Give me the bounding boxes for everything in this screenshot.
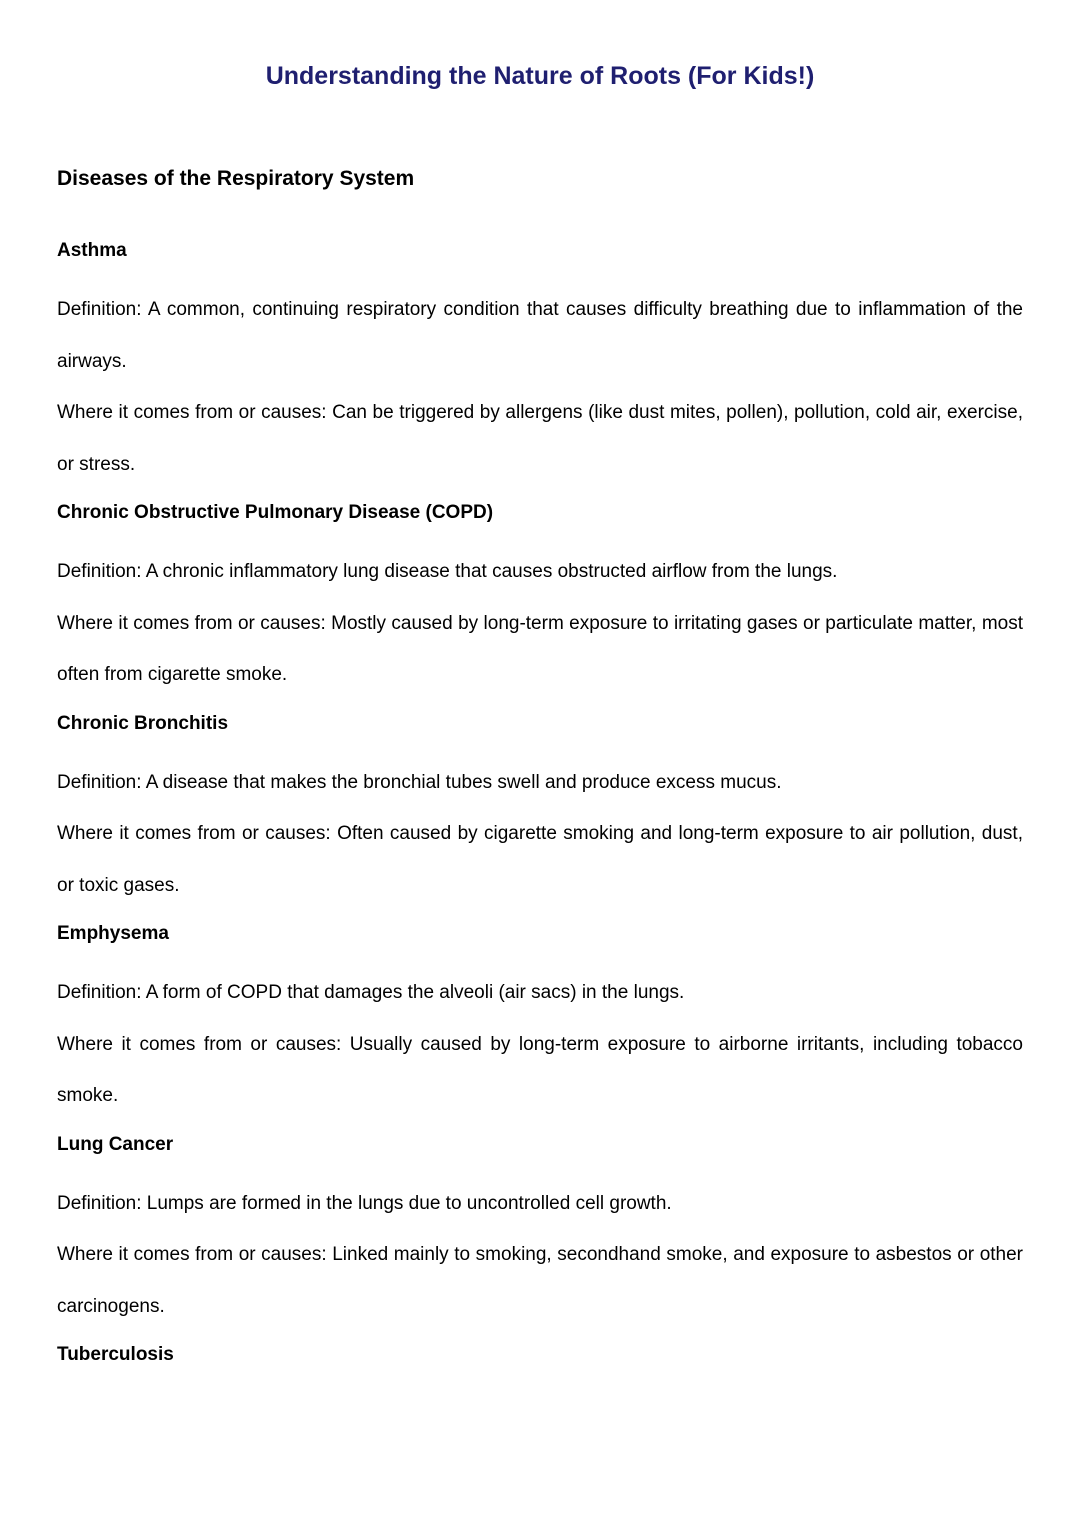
disease-list	[57, 233, 1023, 1388]
disease-definition: Definition: Lumps are formed in the lungs due to uncontrolled cell growth.	[57, 1192, 672, 1214]
disease-title: Chronic Obstructive Pulmonary Disease (COPD)	[57, 502, 494, 523]
document-title: Understanding the Nature of Roots (For Kids!)	[265, 62, 815, 90]
disease-causes: Where it comes from or causes: Usually caused by long-term exposure to airborne irritants, including tobacco smoke.	[57, 1033, 1023, 1106]
disease-entry-tuberculosis	[57, 1337, 1023, 1373]
disease-causes: Where it comes from or causes: Mostly caused by long-term exposure to irritating gases or particulate matter, most often from cigarette smoke.	[57, 612, 1023, 685]
disease-definition: Definition: A form of COPD that damages the alveoli (air sacs) in the lungs.	[57, 982, 685, 1003]
disease-definition: Definition: A common, continuing respiratory condition that causes difficulty breathing due to inflammation of the airways.	[57, 299, 1023, 372]
disease-definition: Definition: A chronic inflammatory lung disease that causes obstructed airflow from the lungs.	[57, 561, 838, 582]
section-heading: Diseases of the Respiratory System	[57, 167, 415, 190]
disease-entry-copd	[57, 495, 1023, 701]
disease-entry-emphysema	[57, 916, 1023, 1122]
disease-title: Lung Cancer	[57, 1133, 174, 1155]
disease-causes: Where it comes from or causes: Linked mainly to smoking, secondhand smoke, and exposure to asbestos or other carcinogens.	[57, 1244, 1023, 1317]
disease-title: Asthma	[57, 240, 127, 261]
disease-title: Chronic Bronchitis	[57, 712, 229, 734]
disease-title: Emphysema	[57, 923, 169, 944]
disease-entry-chronic-bronchitis	[57, 706, 1023, 912]
disease-definition: Definition: A disease that makes the bronchial tubes swell and produce excess mucus.	[57, 771, 782, 793]
disease-entry-lung-cancer	[57, 1127, 1023, 1333]
disease-title: Tuberculosis	[57, 1344, 174, 1365]
disease-entry-asthma	[57, 233, 1023, 490]
disease-causes: Where it comes from or causes: Can be triggered by allergens (like dust mites, pollen), pollution, cold air, exercise, or stress.	[57, 402, 1023, 475]
disease-causes: Where it comes from or causes: Often caused by cigarette smoking and long-term exposure to air pollution, dust, or toxic gases.	[57, 823, 1023, 896]
